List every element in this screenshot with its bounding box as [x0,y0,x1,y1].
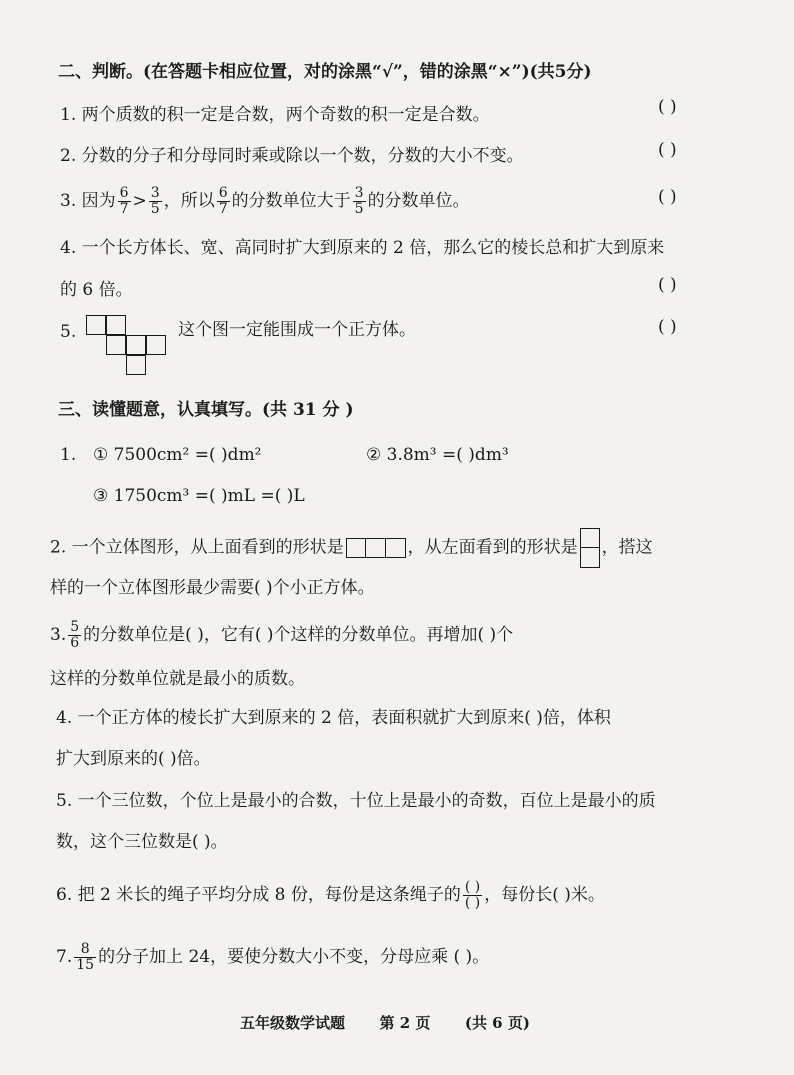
fill-q4-line1: 4. 一个正方体的棱长扩大到原来的 2 倍，表面积就扩大到原来( )倍，体积 [56,708,611,728]
fill-q4-line2: 扩大到原来的( )倍。 [56,749,211,769]
judge-q5-text: 这个图一定能围成一个正方体。 [178,320,416,340]
fill-q2-line1: 2. 一个立体图形，从上面看到的形状是 ，从左面看到的形状是 ，搭这 [50,528,653,568]
answer-paren-3: ( ) [658,187,677,207]
fill-q3-line1: 3. $\frac{5}{6}$ 的分数单位是( )，它有( )个这样的分数单位。再增加( )个 [50,619,514,651]
judge-q1: 1. 两个质数的积一定是合数，两个奇数的积一定是合数。 [60,105,490,125]
judge-q5-number: 5. [60,322,77,342]
fraction-6-7-b: $\frac{6}{7}$ [218,185,228,217]
fraction-8-15: $\frac{8}{15}$ [76,941,95,973]
fill-q1-c: ③ 1750cm³ =( )mL =( )L [93,486,305,506]
fill-q5-line1: 5. 一个三位数，个位上是最小的合数，十位上是最小的奇数，百位上是最小的质 [56,791,656,811]
fraction-blank: $\frac{( )}{( )}$ [464,879,481,911]
judge-q4-line1: 4. 一个长方体长、宽、高同时扩大到原来的 2 倍，那么它的棱长总和扩大到原来 [60,238,665,258]
fill-q1-a: ① 7500cm² =( )dm² [93,445,262,465]
judge-q2: 2. 分数的分子和分母同时乘或除以一个数，分数的大小不变。 [60,146,524,166]
section2-heading: 二、判断。(在答题卡相应位置，对的涂黑“√”，错的涂黑“×”)(共5分) [58,62,592,82]
fraction-3-5-b: $\frac{3}{5}$ [354,185,364,217]
fill-q3-line2: 这样的分数单位就是最小的质数。 [50,669,305,689]
judge-q3: 3. 因为 $\frac{6}{7}$ > $\frac{3}{5}$ ，所以 $\frac{6}{7}$ 的分数单位大于 $\frac{3}{5}$ 的分数单位。 [60,185,470,217]
answer-paren-1: ( ) [658,97,677,117]
fill-q1-number: 1. [60,445,77,465]
footer-total: (共 6 页) [464,1014,530,1032]
fill-q1-b: ② 3.8m³ =( )dm³ [366,445,509,465]
cube-net-figure [86,315,172,379]
judge-q4-line2: 的 6 倍。 [60,280,133,300]
fill-q5-line2: 数，这个三位数是( )。 [56,832,228,852]
footer-title: 五年级数学试题 [240,1014,346,1032]
footer-page: 第 2 页 [379,1014,431,1032]
fraction-3-5: $\frac{3}{5}$ [150,185,160,217]
answer-paren-5: ( ) [658,317,677,337]
section3-heading: 三、读懂题意，认真填写。(共 31 分 ) [58,400,354,420]
left-view-figure [580,528,600,568]
fraction-5-6: $\frac{5}{6}$ [70,619,80,651]
fraction-6-7: $\frac{6}{7}$ [119,185,129,217]
page-footer [240,1012,530,1033]
answer-paren-4: ( ) [658,275,677,295]
fill-q6: 6. 把 2 米长的绳子平均分成 8 份，每份是这条绳子的 $\frac{( )}{( )}$ ，每份长( )米。 [56,879,605,911]
fill-q2-line2: 样的一个立体图形最少需要( )个小正方体。 [50,578,375,598]
top-view-figure [346,538,406,558]
answer-paren-2: ( ) [658,140,677,160]
fill-q7: 7. $\frac{8}{15}$ 的分子加上 24，要使分数大小不变，分母应乘 ( )。 [56,941,490,973]
